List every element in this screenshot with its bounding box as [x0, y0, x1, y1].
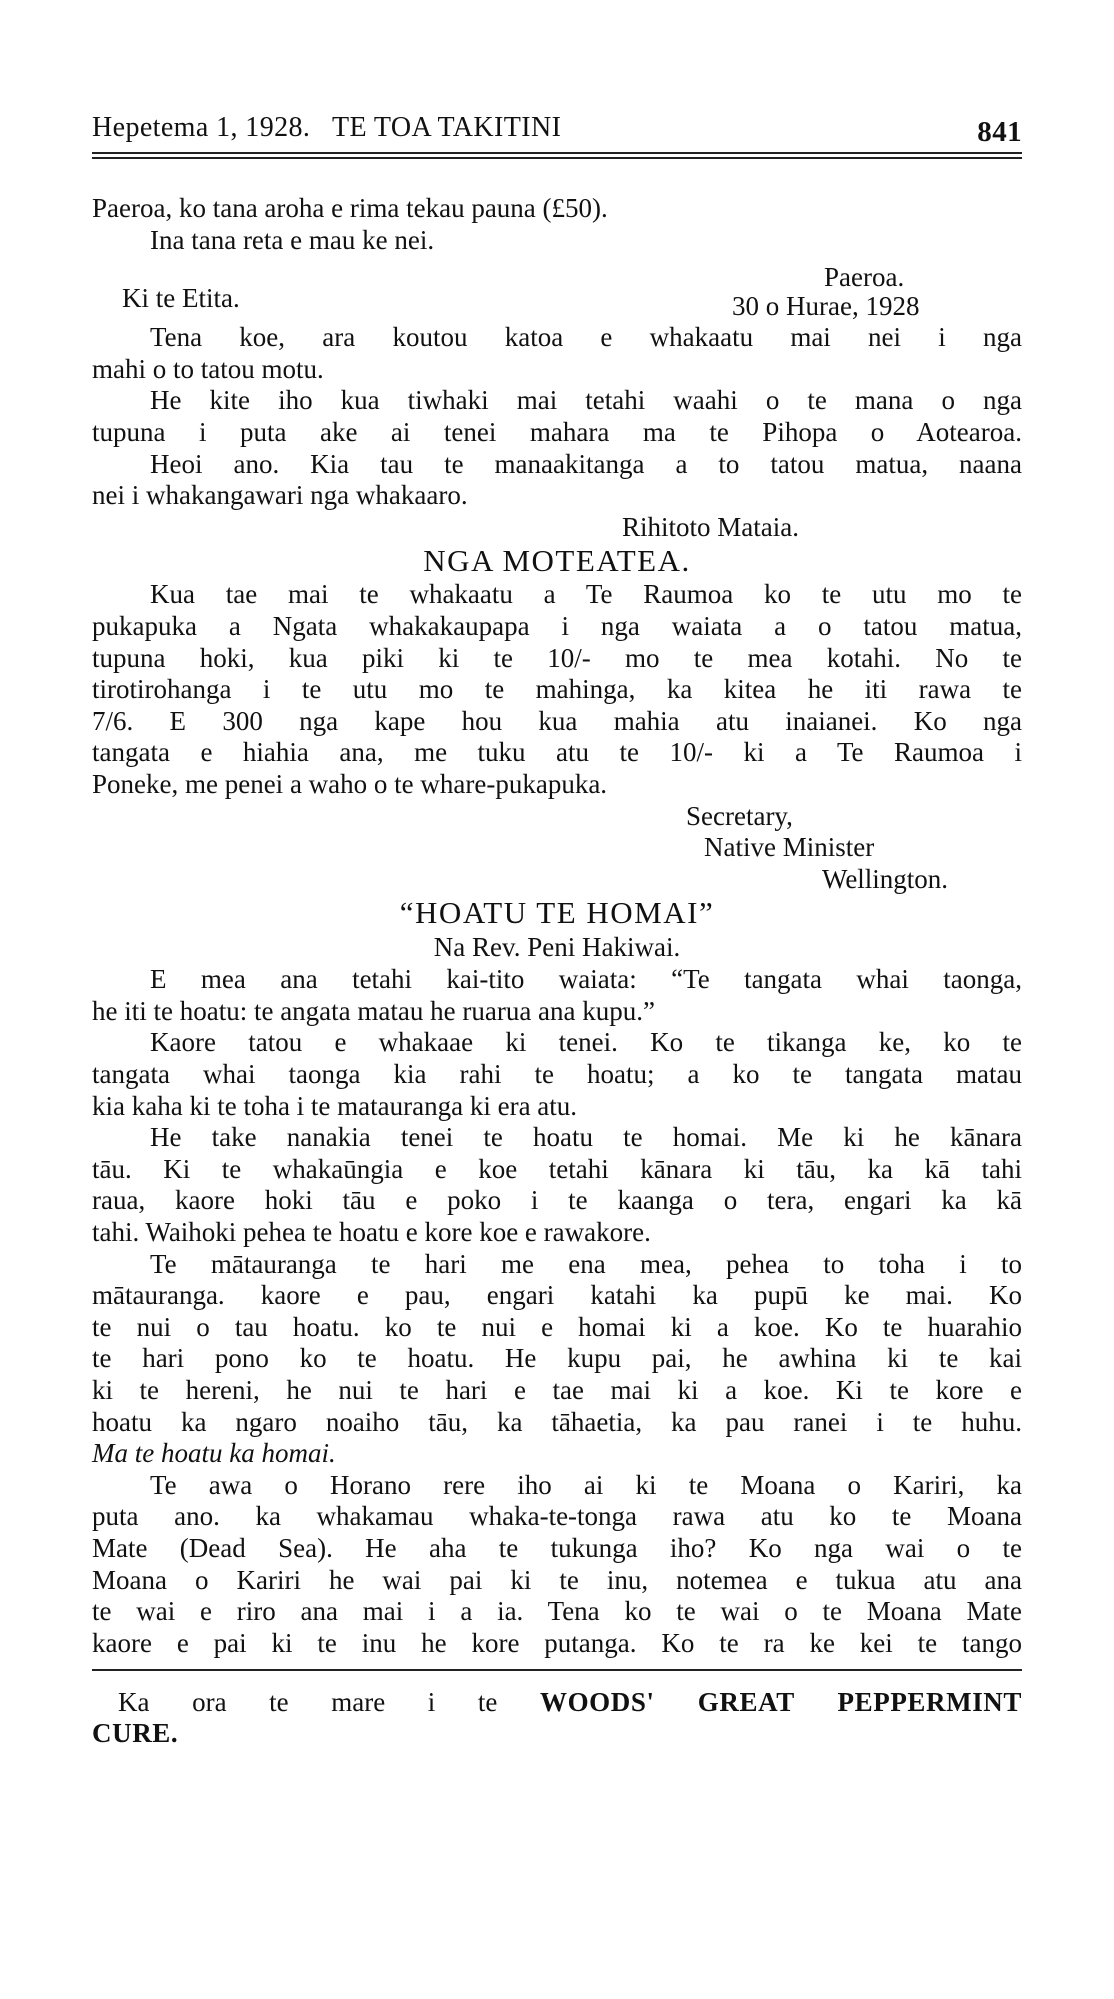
hoatu-line: te nui o tau hoatu. ko te nui e homai ki a koe. Ko te huarahio [92, 1311, 1022, 1342]
hoatu-line: tangata whai taonga kia rahi te hoatu; a ko te tangata matau [92, 1059, 1022, 1090]
footer-rule [92, 1669, 1022, 1671]
hoatu-line: Kaore tatou e whakaae ki tenei. Ko te tikanga ke, ko te [150, 1027, 1022, 1058]
letter-line: tupuna i puta ake ai tenei mahara ma te Pihopa o Aotearoa. [92, 416, 1022, 447]
hoatu-line: raua, kaore hoki tāu e poko i te kaanga o tera, engari ka kā [92, 1185, 1022, 1216]
hoatu-line: te hari pono ko te hoatu. He kupu pai, he awhina ki te kai [92, 1343, 1022, 1374]
hoatu-line: tāu. Ki te whakaūngia e koe tetahi kānara ki tāu, ka kā tahi [92, 1153, 1022, 1184]
moteatea-line: Poneke, me penei a waho o te whare-pukapuka. [92, 768, 608, 799]
hoatu-line: Moana o Kariri he wai pai ki te inu, notemea e tukua atu ana [92, 1564, 1022, 1595]
letter-signature: Rihitoto Mataia. [622, 511, 799, 542]
letter-salutation: Ki te Etita. [122, 283, 240, 314]
header-left [92, 112, 561, 144]
letter-line: He kite iho kua tiwhaki mai tetahi waahi o te mana o nga [150, 385, 1022, 416]
letter-place: Paeroa. [824, 262, 905, 293]
hoatu-line: hoatu ka ngaro noaiho tāu, ka tāhaetia, ka pau ranei i te huhu. [92, 1406, 1022, 1437]
hoatu-line: Ma te hoatu ka homai. [92, 1438, 336, 1469]
moteatea-line: tupuna hoki, kua piki ki te 10/- mo te mea kotahi. No te [92, 642, 1022, 673]
moteatea-line: tangata e hiahia ana, me tuku atu te 10/- ki a Te Raumoa i [92, 737, 1022, 768]
hoatu-line: He take nanakia tenei te hoatu te homai. Me ki he kānara [150, 1122, 1022, 1153]
letter-line: Tena koe, ara koutou katoa e whakaatu mai nei i nga [150, 322, 1022, 353]
hoatu-line: kaore e pai ki te inu he kore putanga. Ko te ra ke kei te tango [92, 1627, 1022, 1658]
hoatu-line: ki te hereni, he nui te hari e tae mai ki a koe. Ki te kore e [92, 1375, 1022, 1405]
letter-line: mahi o to tatou motu. [92, 353, 324, 384]
page-header [92, 112, 1022, 148]
letter-line: nei i whakangawari nga whakaaro. [92, 480, 468, 511]
letter-salutation-row [92, 283, 1022, 322]
letter-date: 30 o Hurae, 1928 [732, 291, 920, 322]
hoatu-line: puta ano. ka whakamau whaka-te-tonga rawa atu ko te Moana [92, 1501, 1022, 1532]
moteatea-line: tirotirohanga i te utu mo te mahinga, ka kitea he iti rawa te [92, 674, 1022, 705]
header-date: Hepetema 1, 1928. [92, 112, 311, 143]
moteatea-line: pukapuka a Ngata whakakaupapa i nga waiata a o tatou matua, [92, 610, 1022, 641]
advert-product: WOODS' GREAT PEPPERMINT [539, 1687, 1023, 1718]
letter-line: Heoi ano. Kia tau te manaakitanga a to tatou matua, naana [150, 448, 1022, 479]
moteatea-line: Kua tae mai te whakaatu a Te Raumoa ko te utu mo te [150, 579, 1022, 610]
hoatu-line: he iti te hoatu: te angata matau he ruarua ana kupu.” [92, 995, 656, 1026]
moteatea-heading: NGA MOTEATEA. [423, 543, 691, 579]
hoatu-heading: “HOATU TE HOMAI” [399, 895, 715, 931]
hoatu-line: Te mātauranga te hari me ena mea, pehea to toha i to [150, 1248, 1022, 1279]
hoatu-line: kia kaha ki te toha i te matauranga ki era atu. [92, 1090, 578, 1121]
hoatu-byline: Na Rev. Peni Hakiwai. [433, 932, 681, 963]
hoatu-line: Mate (Dead Sea). He aha te tukunga iho? Ko nga wai o te [92, 1532, 1022, 1563]
hoatu-line: E mea ana tetahi kai-tito waiata: “Te tangata whai taonga, [150, 964, 1022, 995]
moteatea-sig-secretary: Secretary, [686, 800, 793, 831]
hoatu-line: te wai e riro ana mai i a ia. Tena ko te wai o te Moana Mate [92, 1596, 1022, 1627]
advert-prefix: Ka ora te mare i te [118, 1687, 498, 1718]
intro-line-1: Paeroa, ko tana aroha e rima tekau pauna (£50). [92, 193, 608, 223]
page-number: 841 [977, 116, 1022, 148]
hoatu-line: tahi. Waihoki pehea te hoatu e kore koe e rawakore. [92, 1217, 651, 1248]
hoatu-line: Te awa o Horano rere iho ai ki te Moana o Kariri, ka [150, 1469, 1022, 1500]
article-body [92, 193, 1022, 1659]
moteatea-sig-minister: Native Minister [704, 832, 875, 863]
advert-line-1 [92, 1687, 1022, 1718]
header-masthead: TE TOA TAKITINI [332, 112, 562, 143]
header-rule [92, 152, 1022, 159]
moteatea-sig-wellington: Wellington. [822, 863, 949, 894]
hoatu-line: mātauranga. kaore e pau, engari katahi ka pupū ke mai. Ko [92, 1280, 1022, 1311]
moteatea-line: 7/6. E 300 nga kape hou kua mahia atu inaianei. Ko nga [92, 705, 1022, 736]
advert-line-2: CURE. [92, 1718, 179, 1749]
intro-line-2: Ina tana reta e mau ke nei. [150, 224, 435, 255]
newspaper-page [92, 112, 1022, 1749]
